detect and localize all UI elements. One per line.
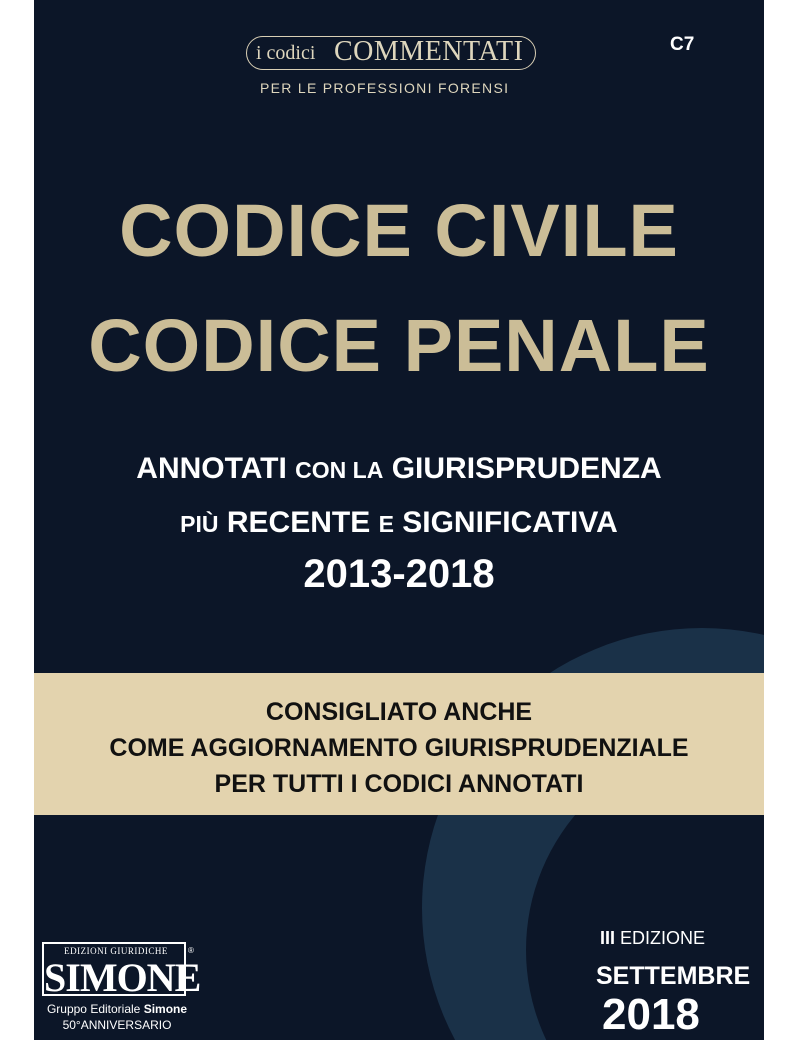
subtitle-word: ANNOTATI [136, 452, 287, 485]
volume-code: C7 [670, 34, 695, 55]
publisher-edizioni: EDIZIONI GIURIDICHE [64, 946, 168, 956]
book-cover [34, 0, 764, 1040]
publisher-group [42, 1002, 192, 1016]
recommendation-band [34, 673, 764, 815]
series-logo [246, 32, 546, 102]
title-line-1: CODICE CIVILE [119, 189, 679, 272]
subtitle-word: GIURISPRUDENZA [391, 452, 662, 485]
subtitle-word: RECENTE [226, 506, 371, 539]
series-logo-prefix: i codici [256, 42, 316, 64]
title-line-2: CODICE PENALE [88, 304, 710, 387]
edition-label [600, 928, 705, 949]
edition-year: 2018 [602, 990, 700, 1039]
series-logo-main: COMMENTATI [334, 36, 524, 67]
subtitle-word: E [378, 511, 394, 537]
band-line-1: CONSIGLIATO ANCHE [265, 698, 533, 726]
band-line-3: PER TUTTI I CODICI ANNOTATI [214, 770, 584, 798]
edition-word: EDIZIONE [620, 928, 706, 948]
subtitle-word: CON LA [295, 457, 384, 483]
subtitle-word: PIÙ [180, 511, 219, 537]
publisher-logo [42, 942, 201, 1034]
years-range: 2013-2018 [303, 552, 495, 596]
subtitle-line-1 [34, 452, 764, 486]
edition-month: SETTEMBRE [596, 962, 751, 990]
publisher-group-prefix: Gruppo Editoriale [46, 1002, 141, 1016]
edition-number: III [600, 928, 616, 948]
publisher-name: SIMONE [44, 955, 201, 1000]
subtitle-word: SIGNIFICATIVA [402, 506, 618, 539]
publisher-group-name: Simone [143, 1002, 188, 1016]
series-subtitle: PER LE PROFESSIONI FORENSI [260, 80, 510, 96]
subtitle-line-2 [34, 506, 764, 540]
publisher-box [42, 942, 201, 1000]
band-line-2: COME AGGIORNAMENTO GIURISPRUDENZIALE [109, 734, 689, 762]
registered-mark-icon: ® [188, 946, 194, 955]
publisher-anniversary: 50°ANNIVERSARIO [62, 1018, 172, 1032]
